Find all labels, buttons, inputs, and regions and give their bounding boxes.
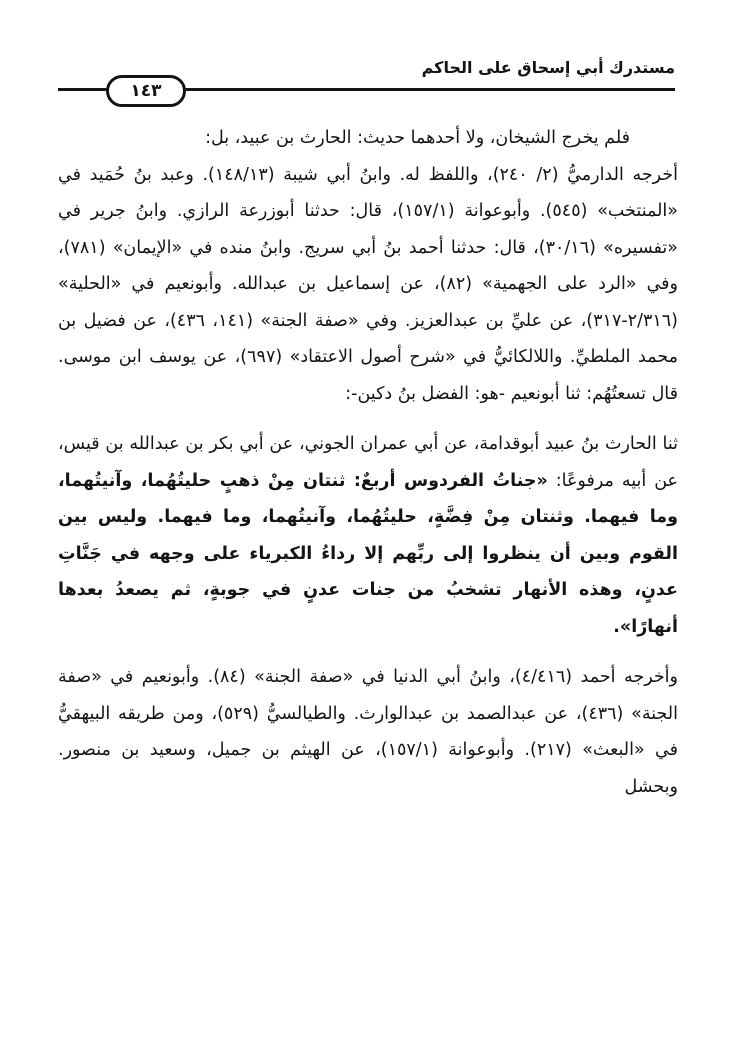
isnad-text: ثنا الحارث بنُ عبيد أبوقدامة، عن أبي عمران الجوني، عن أبي بكر بن عبدالله بن قيس، عن أبيه مرفوعًا:: [58, 434, 678, 491]
hadith-matn: «جناتُ الفردوس أربعٌ: ثنتان مِنْ ذهبٍ حليتُهُما، وآنيتُهما، وما فيهما. وثنتان مِنْ فِضَّةٍ، حليتُهُما، وآنيتُهما، وما فيهما. وليس بين القوم وبين أن ينظروا إلى ربِّهم إلا رداءُ الكبرياء على وجهه في جَنَّاتِ عدنٍ، وهذه الأنهار تشخبُ من جنات عدنٍ في جوبةٍ، ثم يصعدُ بعدها أنهارًا».: [58, 470, 678, 637]
hadith-paragraph: [58, 426, 678, 645]
takhrij-paragraph-1: أخرجه الدارميُّ (٢/ ٢٤٠)، واللفظ له. وابنُ أبي شيبة (١٤٨/١٣). وعبد بنُ حُمَيد في «المنتخب» (٥٤٥). وأبوعوانة (١٥٧/١)، قال: حدثنا أبوزرعة الرازي. وابنُ جرير في «تفسيره» (٣٠/١٦)، قال: حدثنا أحمد بنُ أبي سريج. وابنُ منده في «الإيمان» (٧٨١)، وفي «الرد على الجهمية» (٨٢)، عن إسماعيل بن عبدالله. وأبونعيم في «الحلية» (٢/٣١٦-٣١٧)، عن عليِّ بن عبدالعزيز. وفي «صفة الجنة» (١٤١، ٤٣٦)، عن فضيل بن محمد الملطيِّ. واللالكائيُّ في «شرح أصول الاعتقاد» (٦٩٧)، عن يوسف ابن موسى. قال تسعتُهُم: ثنا أبونعيم -هو: الفضل بنُ دكين-:: [58, 164, 678, 404]
page-body: [58, 120, 678, 805]
page-number: ١٤٣: [106, 75, 186, 107]
takhrij-paragraph-2: وأخرجه أحمد (٤/٤١٦)، وابنُ أبي الدنيا في «صفة الجنة» (٨٤). وأبونعيم في «صفة الجنة» (٤٣٦)، عن عبدالصمد بن عبدالوارث. والطيالسيُّ (٥٢٩)، ومن طريقه البيهقيُّ في «البعث» (٢١٧). وأبوعوانة (١٥٧/١)، عن الهيثم بن جميل، وسعيد بن منصور. وبحشل: [58, 667, 679, 797]
running-title: مستدرك أبي إسحاق على الحاكم: [421, 58, 675, 77]
page-header: [58, 50, 675, 110]
intro-paragraph: فلم يخرج الشيخان، ولا أحدهما حديث: الحارث بن عبيد، بل:: [205, 128, 630, 148]
